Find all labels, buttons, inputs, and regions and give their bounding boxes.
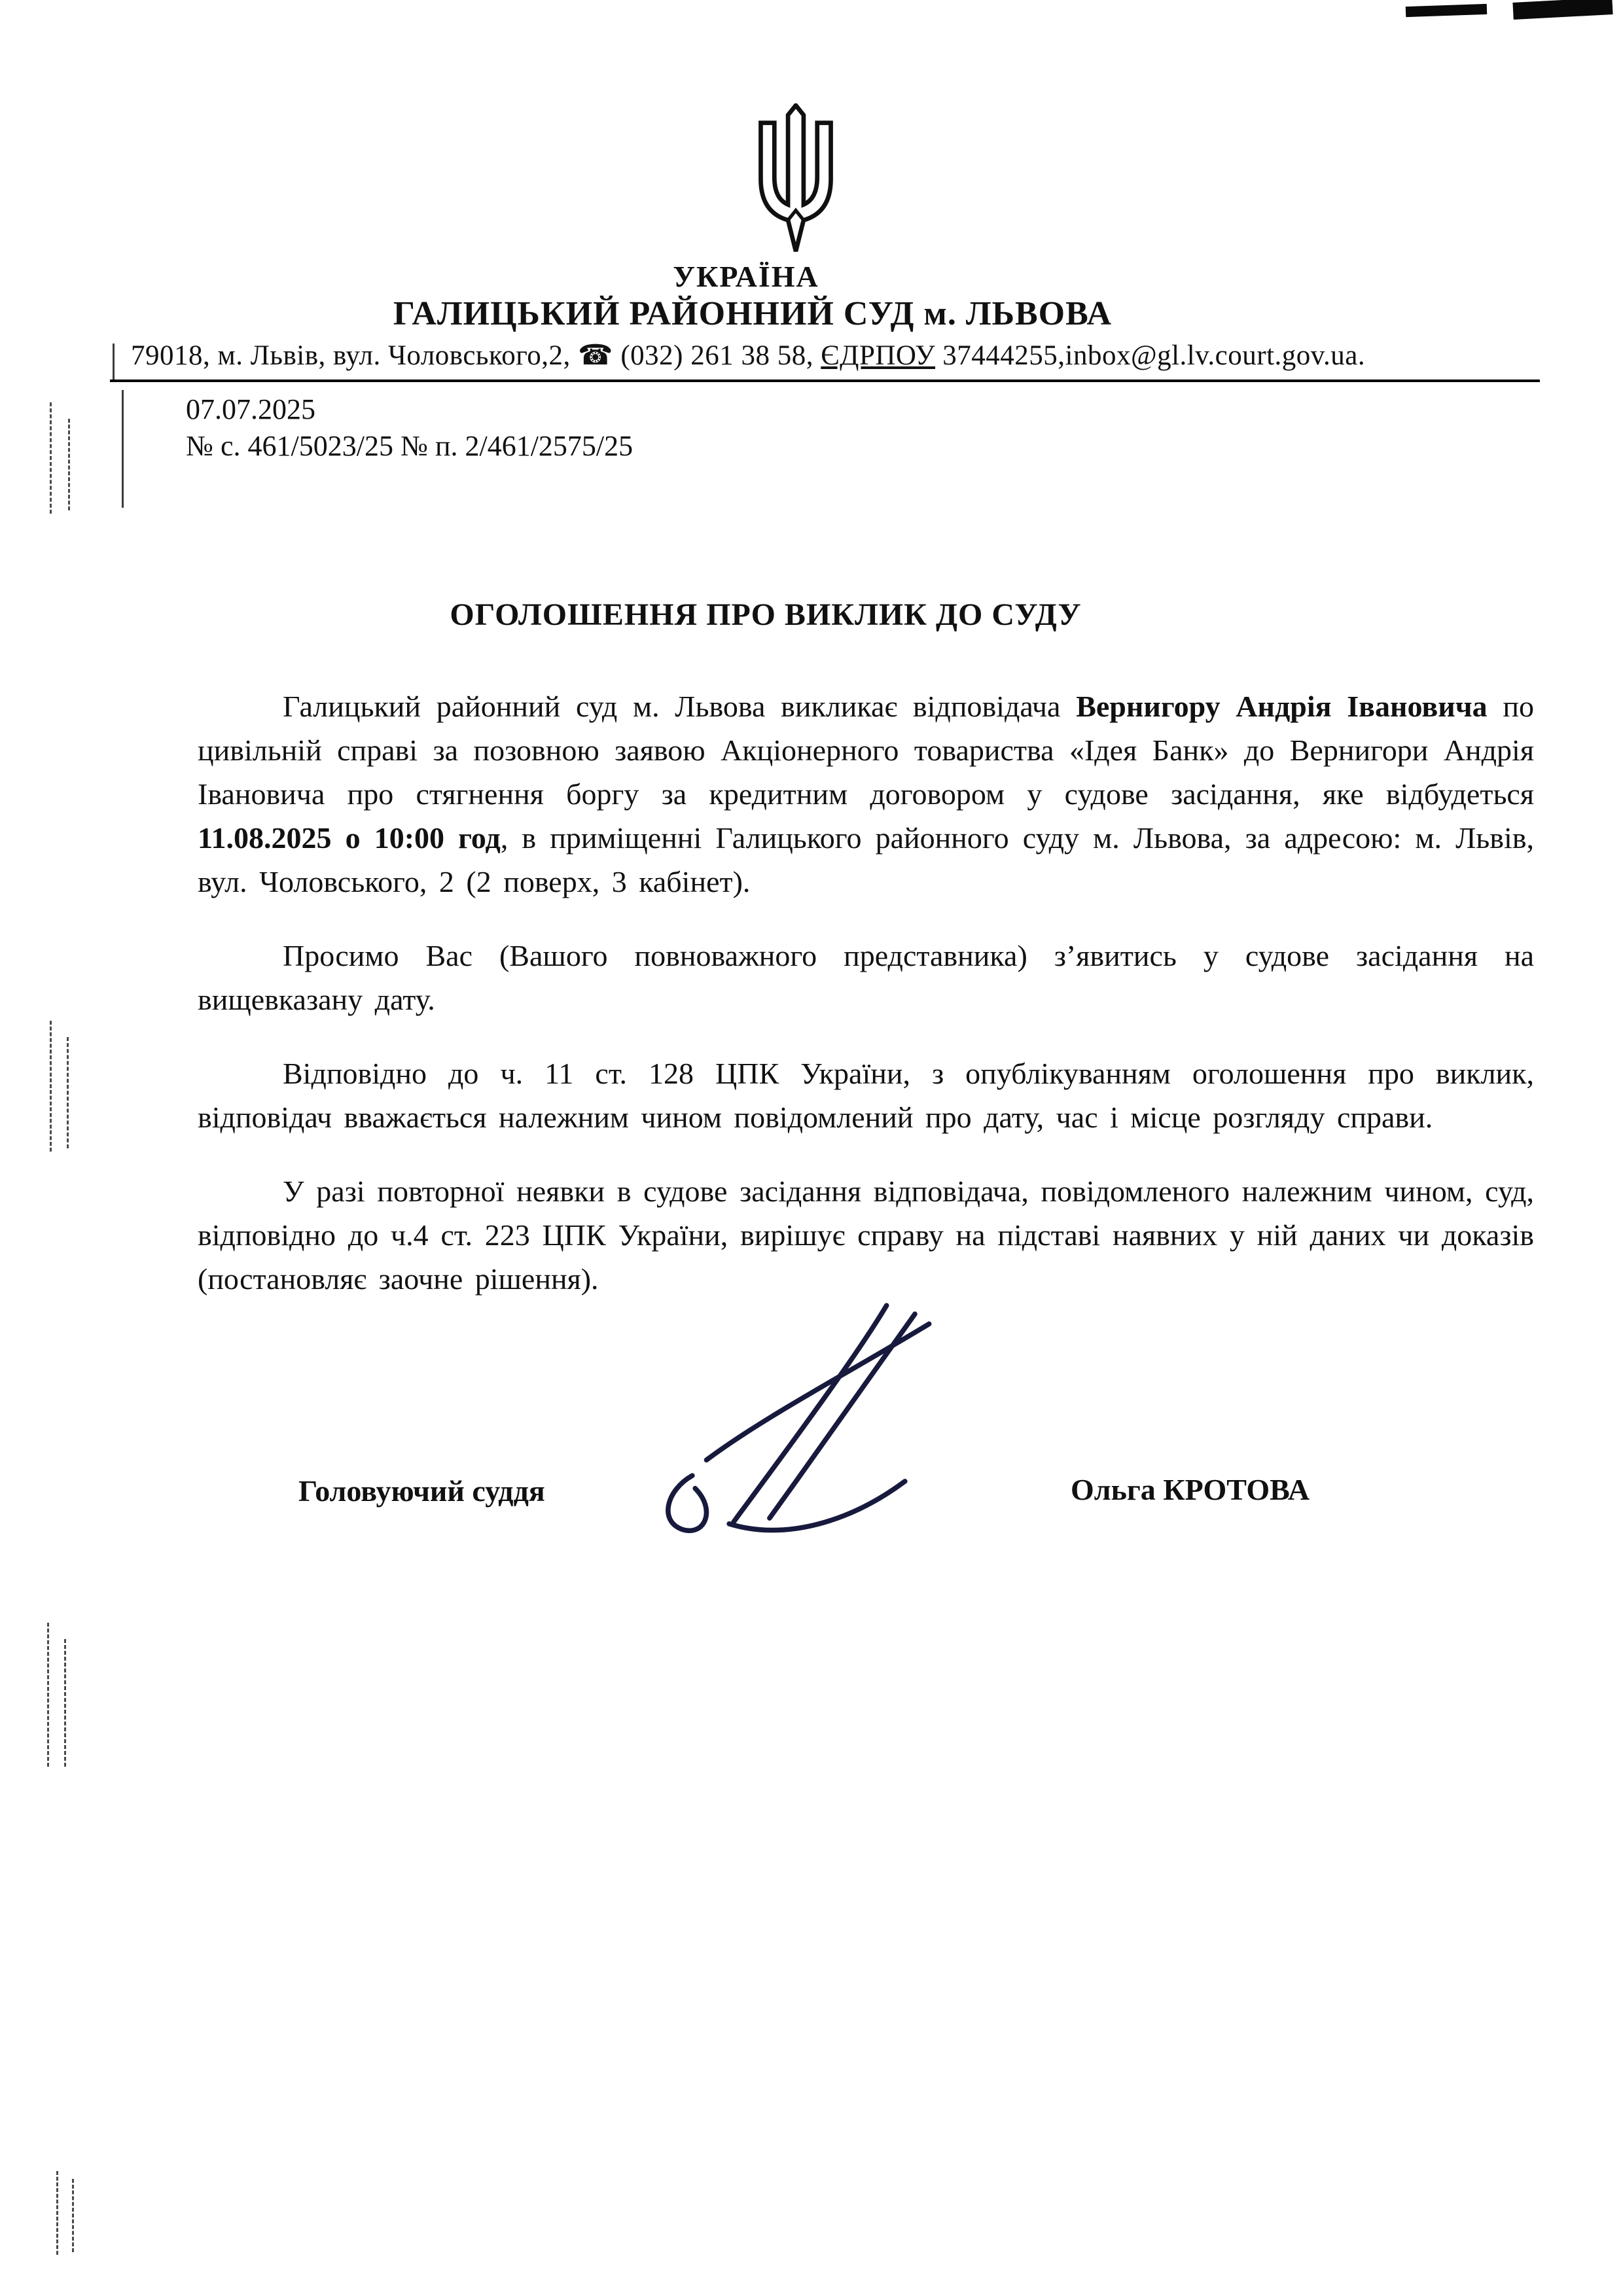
scan-artifact xyxy=(67,1037,69,1148)
scan-artifact xyxy=(1512,0,1613,20)
document-title: ОГОЛОШЕННЯ ПРО ВИКЛИК ДО СУДУ xyxy=(450,597,1082,632)
document-body xyxy=(198,684,1534,1331)
court-name: ГАЛИЦЬКИЙ РАЙОННИЙ СУД м. ЛЬВОВА xyxy=(393,295,1113,332)
scan-artifact xyxy=(50,402,52,514)
paragraph-legal-notice-128: Відповідно до ч. 11 ст. 128 ЦПК України, з опублікуванням оголошення про виклик, відповідач вважається належним чином повідомлений про дату, час і місце розгляду справи. xyxy=(198,1057,1534,1134)
country-title: УКРАЇНА xyxy=(673,260,819,293)
paragraph-summons: Галицький районний суд м. Львова викликає відповідача Вернигору Андрія Івановича по цивільній справі за позовною заявою Акціонерного товариства «Ідея Банк» до Вернигори Андрія Івановича про стягнення боргу за кредитним договором у судове засідання, яке відбудеться 11.08.2025 о 10:00 год, в приміщенні Галицького районного суду м. Львова, за адресою: м. Львів, вул. Чоловського, 2 (2 поверх, 3 кабінет). xyxy=(198,690,1535,898)
judge-role-label: Головуючий суддя xyxy=(298,1474,545,1508)
scan-artifact xyxy=(1406,4,1487,17)
header-divider xyxy=(110,380,1540,382)
scan-artifact xyxy=(113,344,115,380)
scan-artifact xyxy=(47,1623,49,1767)
scan-artifact xyxy=(68,419,70,510)
case-numbers: № с. 461/5023/25 № п. 2/461/2575/25 xyxy=(186,430,633,462)
scan-artifact xyxy=(72,2179,74,2252)
handwritten-signature xyxy=(615,1296,942,1551)
scan-artifact xyxy=(122,390,124,508)
scan-artifact xyxy=(64,1639,66,1767)
paragraph-legal-notice-223: У разі повторної неявки в судове засідання відповідача, повідомленого належним чином, суд, відповідно до ч.4 ст. 223 ЦПК України, вирішує справу на підставі наявних у ній даних чи доказів (постановляє заочне рішення). xyxy=(198,1174,1534,1296)
ukraine-trident-emblem-icon xyxy=(746,103,846,255)
court-address-line: 79018, м. Львів, вул. Чоловського,2, ☎ (032) 261 38 58, ЄДРПОУ 37444255,inbox@gl.lv.court.gov.ua. xyxy=(131,340,1366,371)
judge-name: Ольга КРОТОВА xyxy=(1071,1473,1310,1506)
paragraph-request-appear: Просимо Вас (Вашого повноважного представника) з’явитись у судове засідання на вищевказану дату. xyxy=(198,939,1534,1016)
scan-artifact xyxy=(50,1021,52,1152)
document-date: 07.07.2025 xyxy=(186,393,315,425)
scan-artifact xyxy=(56,2171,58,2255)
